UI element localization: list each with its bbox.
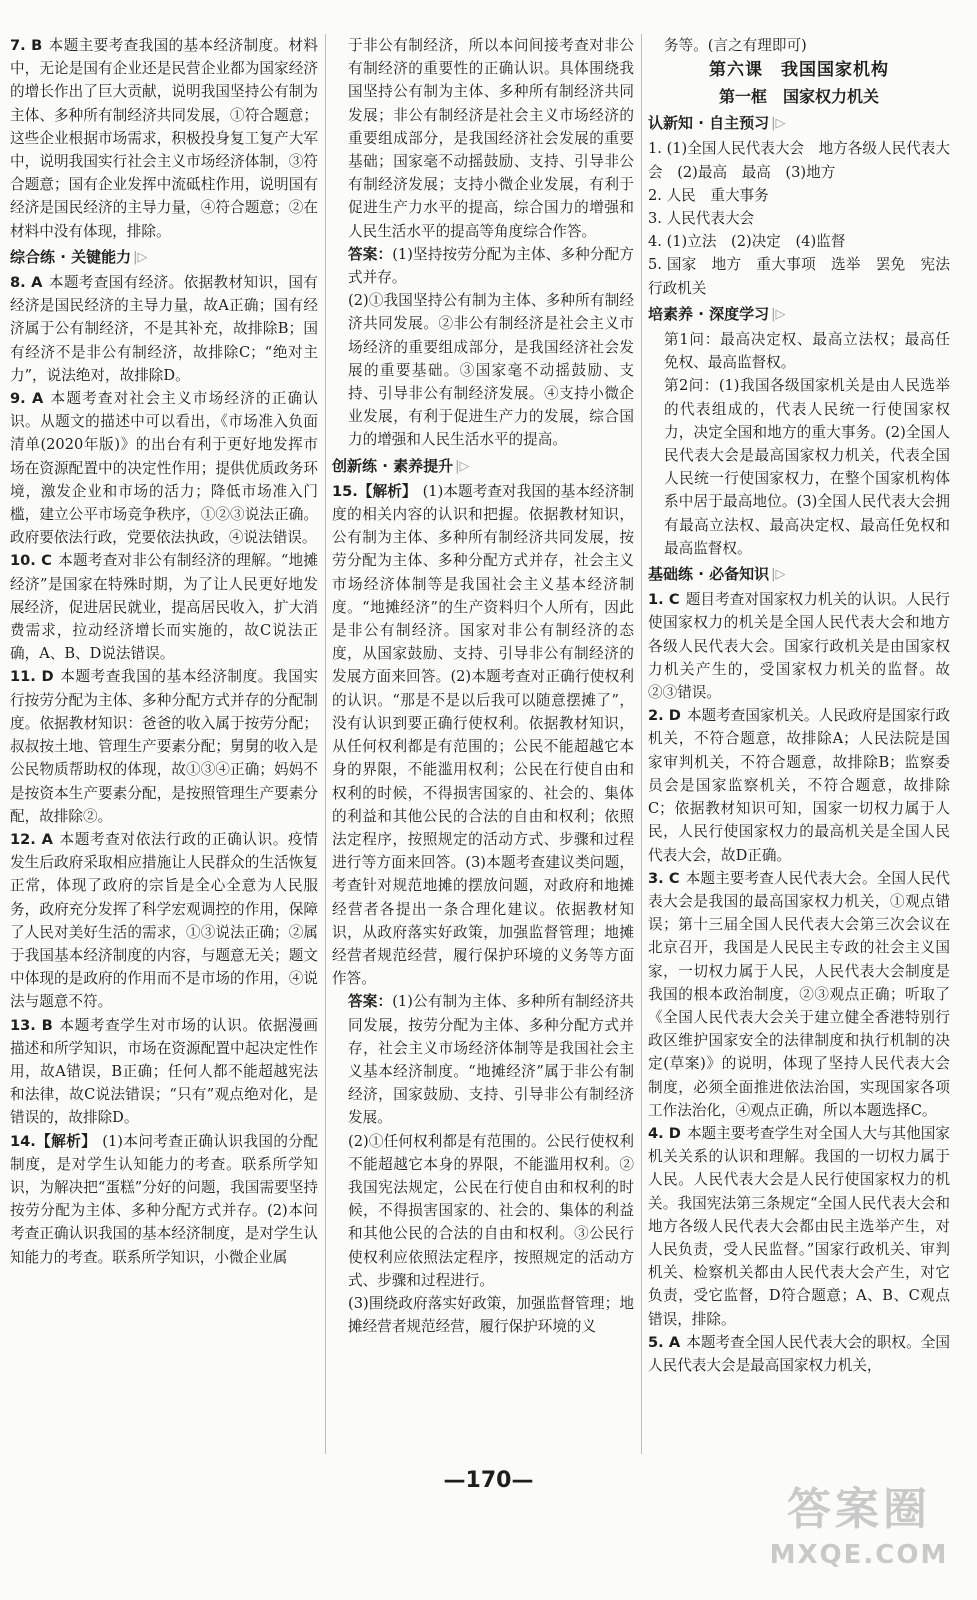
watermark-url: MXQE.COM (769, 1540, 949, 1570)
answer-10: 10. C 本题考查对非公有制经济的理解。“地摊经济”是国家在特殊时期，为了让人民更好地发展经济，促进居民就业，提高居民收入，扩大消费需求，拉动经济增长而实施的，故C说法正确，A、B、D说法错误。 (10, 552, 318, 663)
section-heading-comprehensive: 综合练 · 关键能力 |▷ (10, 246, 318, 269)
answer-14: 14.【解析】 (1)本问考查正确认识我国的分配制度，是对学生认知能力的考查。联系所学知识，为解决把“蛋糕”分好的问题，我国需要坚持按劳分配为主体、多种分配方式并存。(2)本问考查正确认识我国的基本经济制度，是对学生认知能力的考查。联系所学知识，小微企业属 (10, 1132, 318, 1266)
answer-14-continued: 于非公有制经济，所以本问间接考查对非公有制经济的重要性的正确认识。具体围绕我国坚持公有制为主体、多种所有制经济共同发展；非公有制经济是社会主义市场经济的重要组成部分，是我国经济社会发展的重要基础；国家毫不动摇鼓励、支持、引导非公有制经济发展；支持小微企业发展，有利于促进生产力水平的提高，综合国力的增强和人民生活水平的提高等角度综合作答。 (348, 37, 634, 240)
column-divider-1 (325, 34, 326, 1454)
section-heading-basic: 基础练 · 必备知识 |▷ (648, 563, 950, 586)
page-number: —170— (443, 1468, 534, 1493)
preview-answer-3: 3. 人民代表大会 (648, 210, 755, 228)
answer-13: 13. B 本题考查学生对市场的认识。依据漫画描述和所学知识，市场在资源配置中起决定性作用，故A错误，B正确；任何人都不能超越宪法和法律，故C说法错误；“只有”观点绝对化，是错误的，故排除D。 (10, 1016, 318, 1127)
answer-15-key-2: (2)①任何权利都是有范围的。公民行使权利不能超越它本身的界限，不能滥用权利。②我国宪法规定，公民在行使自由和权利的时候，不得损害国家的、社会的、集体的利益和其他公民的合法的自由和权利。③公民行使权利应依照法定程序，按照规定的活动方式、步骤和过程进行。 (348, 1132, 634, 1289)
section-arrow-icon: |▷ (771, 306, 786, 322)
lesson-title: 第六课 我国国家机构 (709, 60, 889, 81)
column-middle (332, 34, 634, 1338)
answer-12: 12. A 本题考查对依法行政的正确认识。疫情发生后政府采取相应措施让人民群众的生活恢复正常，体现了政府的宗旨是全心全意为人民服务，政府充分发挥了科学宏观调控的作用，保障了人民对美好生活的需求，①③说法正确；②属于我国基本经济制度的内容，与题意无关；题文中体现的是政府的作用而不是市场的作用，④说法与题意不符。 (10, 830, 318, 1011)
watermark-logo (759, 1480, 959, 1590)
answer-14-key-2: (2)①我国坚持公有制为主体、多种所有制经济共同发展。②非公有制经济是社会主义市场经济的重要组成部分，是我国经济社会发展的重要基础。③国家毫不动摇鼓励、支持、引导非公有制经济发展。④支持小微企业发展，有利于促进生产力的发展，综合国力的增强和人民生活水平的提高。 (348, 292, 634, 449)
watermark-text: 答案圈 (787, 1484, 931, 1535)
basic-answer-2: 2. D 本题考查国家机关。人民政府是国家行政机关，不符合题意，故排除A；人民法院是国家审判机关，不符合题意，故排除B；监察委员会是国家监察机关，不符合题意，故排除C；依据教材知识可知，国家一切权力属于人民，人民行使国家权力的最高机关是全国人民代表大会，故D正确。 (648, 707, 950, 864)
column-divider-2 (641, 34, 642, 1454)
answer-7: 7. B 本题主要考查我国的基本经济制度。材料中，无论是国有企业还是民营企业都为国家经济的增长作出了巨大贡献，说明我国坚持公有制为主体、多种所有制经济共同发展，①符合题意；这些企业根据市场需求，积极投身复工复产大军中，说明我国实行社会主义市场经济体制，③符合题意；国有企业发挥中流砥柱作用，说明国有经济是国民经济的主导力量，④符合题意；②在材料中没有体现，排除。 (10, 37, 318, 240)
section-heading-preview: 认新知 · 自主预习 |▷ (648, 112, 950, 135)
answer-8: 8. A 本题考查国有经济。依据教材知识，国有经济是国民经济的主导力量，故A正确；国有经济属于公有制经济，不是其补充，故排除B；国有经济不是非公有制经济，故排除C；“绝对主力”，说法绝对，故排除D。 (10, 274, 318, 384)
section-arrow-icon: |▷ (771, 116, 786, 132)
basic-answer-4: 4. D 本题主要考查学生对全国人大与其他国家机关关系的认识和理解。我国的一切权力属于人民。人民代表大会是人民行使国家权力的机关。我国宪法第三条规定“全国人民代表大会和地方各级人民代表大会都由民主选举产生，对人民负责，受人民监督。”国家行政机关、审判机关、检察机关都由人民代表大会产生，对它负责，受它监督，D符合题意；A、B、C观点错误，排除。 (648, 1124, 950, 1328)
basic-answer-1: 1. C 题目考查对国家权力机关的认识。人民行使国家权力的机关是全国人民代表大会和地方各级人民代表大会。国家行政机关是由国家权力机关产生的，受国家权力机关的监督。故②③错误。 (648, 591, 950, 702)
answer-11: 11. D 本题考查我国的基本经济制度。我国实行按劳分配为主体、多种分配方式并存的分配制度。依据教材知识：爸爸的收入属于按劳分配；叔叔按土地、管理生产要素分配；舅舅的收入是公民物质帮助权的体现，故①③④正确；妈妈不是按资本生产要素分配，是按照管理生产要素分配，故排除②。 (10, 668, 318, 825)
preview-answer-4: 4. (1)立法 (2)决定 (4)监督 (648, 233, 846, 251)
preview-answer-5: 5. 国家 地方 重大事项 选举 罢免 宪法 行政机关 (648, 256, 965, 297)
section-arrow-icon: |▷ (133, 249, 148, 265)
section-arrow-icon: |▷ (455, 458, 470, 474)
deep-answer-1: 第1问：最高决定权、最高立法权；最高任免权、最高监督权。 (664, 331, 950, 372)
basic-answer-5: 5. A 本题考查全国人民代表大会的职权。全国人民代表大会是最高国家权力机关， (648, 1333, 950, 1374)
answer-9: 9. A 本题考查对社会主义市场经济的正确认识。从题文的描述中可以看出，《市场准入负面清单(2020年版)》的出台有利于更好地发挥市场在资源配置中的决定性作用；提供优质政务环境，激发企业和市场的活力；降低市场准入门槛，建立公平市场竞争秩序，①②③说法正确。政府要依法行政，党要依法执政，④说法错误。 (10, 390, 318, 547)
deep-answer-2: 第2问：(1)我国各级国家机关是由人民选举的代表组成的，代表人民统一行使国家权力，决定全国和地方的重大事务。(2)全国人民代表大会是最高国家权力机关，代表全国人民统一行使国家权力，在整个国家机构体系中居于最高地位。(3)全国人民代表大会拥有最高立法权、最高决定权、最高任免权和最高监督权。 (664, 377, 950, 557)
preview-answer-2: 2. 人民 重大事务 (648, 186, 769, 204)
section-arrow-icon: |▷ (771, 567, 786, 583)
column-left (10, 34, 318, 1269)
frame-title: 第一框 国家权力机关 (718, 87, 879, 107)
section-heading-deep-learning: 培素养 · 深度学习 |▷ (648, 303, 950, 326)
answer-15-key-3: (3)围绕政府落实好政策，加强监督管理；地摊经营者规范经营，履行保护环境的义 (348, 1294, 634, 1336)
answer-14-key-1: 答案：(1)坚持按劳分配为主体、多种分配方式并存。 (348, 245, 634, 287)
basic-answer-3: 3. C 本题主要考查人民代表大会。全国人民代表大会是我国的最高国家权力机关，①观点错误；第十三届全国人民代表大会第三次会议在北京召开，我国是人民民主专政的社会主义国家，一切权力属于人民，人民代表大会制度是我国的根本政治制度，②③观点正确；听取了《全国人民代表大会关于建立健全香港特别行政区维护国家安全的法律制度和执行机制的决定(草案)》的说明，体现了坚持人民代表大会制度，必须全面推进依法治国，实现国家各项工作法治化，④观点正确，所以本题选择C。 (648, 869, 950, 1119)
column-right (648, 34, 965, 1377)
answer-15-key-1: 答案：(1)公有制为主体、多种所有制经济共同发展，按劳分配为主体、多种分配方式并存，社会主义市场经济体制等是我国社会主义基本经济制度。“地摊经济”属于非公有制经济，国家鼓励、支持、引导非公有制经济发展。 (348, 993, 634, 1127)
section-heading-innovation: 创新练 · 素养提升 |▷ (332, 455, 634, 478)
preview-answer-1: 1. (1)全国人民代表大会 地方各级人民代表大会 (2)最高 最高 (3)地方 (648, 140, 950, 181)
answer-15: 15.【解析】 (1)本题考查对我国的基本经济制度的相关内容的认识和把握。依据教材知识，公有制为主体、多种所有制经济共同发展，按劳分配为主体、多种分配方式并存，社会主义市场经济体制等是我国社会主义基本经济制度。“地摊经济”的生产资料归个人所有，因此是非公有制经济。国家对非公有制经济的态度，从国家鼓励、支持、引导非公有制经济的发展方面来回答。(2)本题考查对正确行使权利的认识。“那是不是以后我可以随意摆摊了”，没有认识到要正确行使权利。依据教材知识，从任何权利都是有范围的；公民不能超越它本身的界限，不能滥用权利；公民在行使自由和权利的时候，不得损害国家的、社会的、集体的利益和其他公民的合法的自由和权利；依照法定程序，按照规定的活动方式、步骤和过程进行等方面来回答。(3)本题考查建议类问题，考查针对规范地摊的摆放问题，对政府和地摊经营者各提出一条合理化建议。依据教材知识，从政府落实好政策，加强监督管理；地摊经营者规范经营，履行保护环境的义务等方面作答。 (332, 482, 634, 988)
answer-15-continued: 务等。(言之有理即可) (664, 37, 807, 54)
